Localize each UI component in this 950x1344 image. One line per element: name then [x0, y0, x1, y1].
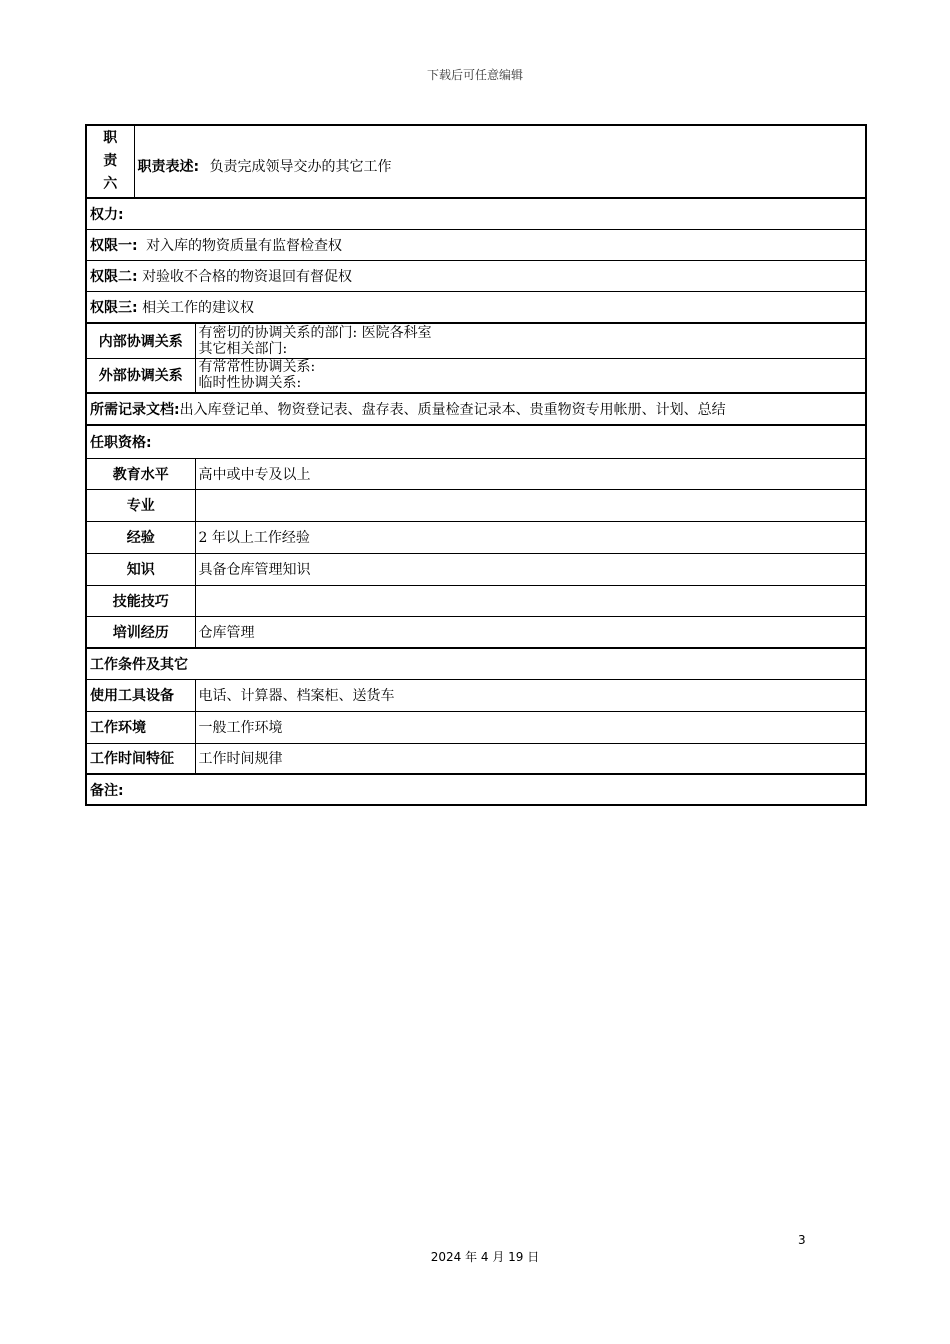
qualification-title: 任职资格: — [86, 425, 866, 458]
power-item-label: 权限一: — [90, 237, 138, 254]
duty6-label-char: 六 — [103, 176, 118, 192]
remarks-row — [86, 774, 866, 805]
conditions-value: 工作时间规律 — [195, 743, 866, 774]
internal-label: 内部协调关系 — [86, 323, 195, 358]
power-item-label: 权限三: — [90, 299, 138, 316]
power-item-1 — [86, 229, 866, 260]
internal-line2: 其它相关部门: — [198, 340, 288, 357]
conditions-title: 工作条件及其它 — [86, 648, 866, 679]
conditions-value: 一般工作环境 — [195, 711, 866, 743]
duty6-desc-text: 负责完成领导交办的其它工作 — [209, 159, 392, 175]
power-item-text: 相关工作的建议权 — [142, 299, 255, 316]
qualification-value: 高中或中专及以上 — [195, 458, 866, 489]
duty6-label — [86, 125, 134, 198]
records-row — [86, 393, 866, 425]
power-item-text: 对入库的物资质量有监督检查权 — [146, 237, 343, 254]
power-item-3 — [86, 291, 866, 323]
records-cell — [86, 393, 866, 425]
internal-line1: 有密切的协调关系的部门: 医院各科室 — [198, 324, 432, 341]
duty6-label-char: 责 — [103, 153, 118, 169]
qualification-value — [195, 585, 866, 616]
qualification-row — [86, 458, 866, 489]
conditions-row — [86, 711, 866, 743]
duty6-desc-label: 职责表述: — [137, 159, 200, 175]
conditions-label: 使用工具设备 — [86, 679, 195, 711]
qualification-value: 2 年以上工作经验 — [195, 521, 866, 553]
duty6-row — [86, 125, 866, 198]
qualification-label: 技能技巧 — [86, 585, 195, 616]
qualification-row — [86, 553, 866, 585]
qualification-label: 培训经历 — [86, 616, 195, 648]
qualification-label: 教育水平 — [86, 458, 195, 489]
conditions-title-row — [86, 648, 866, 679]
job-description-table — [85, 124, 867, 806]
power-title: 权力: — [86, 198, 866, 229]
duty6-description — [134, 125, 866, 198]
power-row — [86, 260, 866, 291]
conditions-row — [86, 679, 866, 711]
duty6-label-char: 职 — [103, 130, 118, 146]
page-number: 3 — [798, 1233, 806, 1247]
qualification-label: 知识 — [86, 553, 195, 585]
power-item-label: 权限二: — [90, 268, 138, 285]
header-note: 下载后可任意编辑 — [426, 68, 523, 82]
qualification-label: 经验 — [86, 521, 195, 553]
power-item-text: 对验收不合格的物资退回有督促权 — [142, 268, 353, 285]
external-row — [86, 358, 866, 393]
conditions-value: 电话、计算器、档案柜、送货车 — [195, 679, 866, 711]
footer-date: 2024 年 4 月 19 日 — [430, 1250, 540, 1264]
external-content — [195, 358, 866, 393]
external-label: 外部协调关系 — [86, 358, 195, 393]
conditions-row — [86, 743, 866, 774]
power-row — [86, 291, 866, 323]
internal-content — [195, 323, 866, 358]
external-line1: 有常常性协调关系: — [198, 359, 316, 376]
conditions-label: 工作环境 — [86, 711, 195, 743]
records-text: 出入库登记单、物资登记表、盘存表、质量检查记录本、贵重物资专用帐册、计划、总结 — [179, 402, 726, 418]
power-item-2 — [86, 260, 866, 291]
qualification-row — [86, 521, 866, 553]
conditions-label: 工作时间特征 — [86, 743, 195, 774]
internal-row — [86, 323, 866, 358]
qualification-row — [86, 489, 866, 521]
external-line2: 临时性协调关系: — [198, 375, 302, 392]
qualification-row — [86, 616, 866, 648]
qualification-value: 具备仓库管理知识 — [195, 553, 866, 585]
power-row — [86, 229, 866, 260]
qualification-value: 仓库管理 — [195, 616, 866, 648]
records-label: 所需记录文档: — [90, 402, 180, 418]
qualification-label: 专业 — [86, 489, 195, 521]
remarks-title: 备注: — [86, 774, 866, 805]
qualification-title-row — [86, 425, 866, 458]
qualification-value — [195, 489, 866, 521]
qualification-row — [86, 585, 866, 616]
power-title-row — [86, 198, 866, 229]
